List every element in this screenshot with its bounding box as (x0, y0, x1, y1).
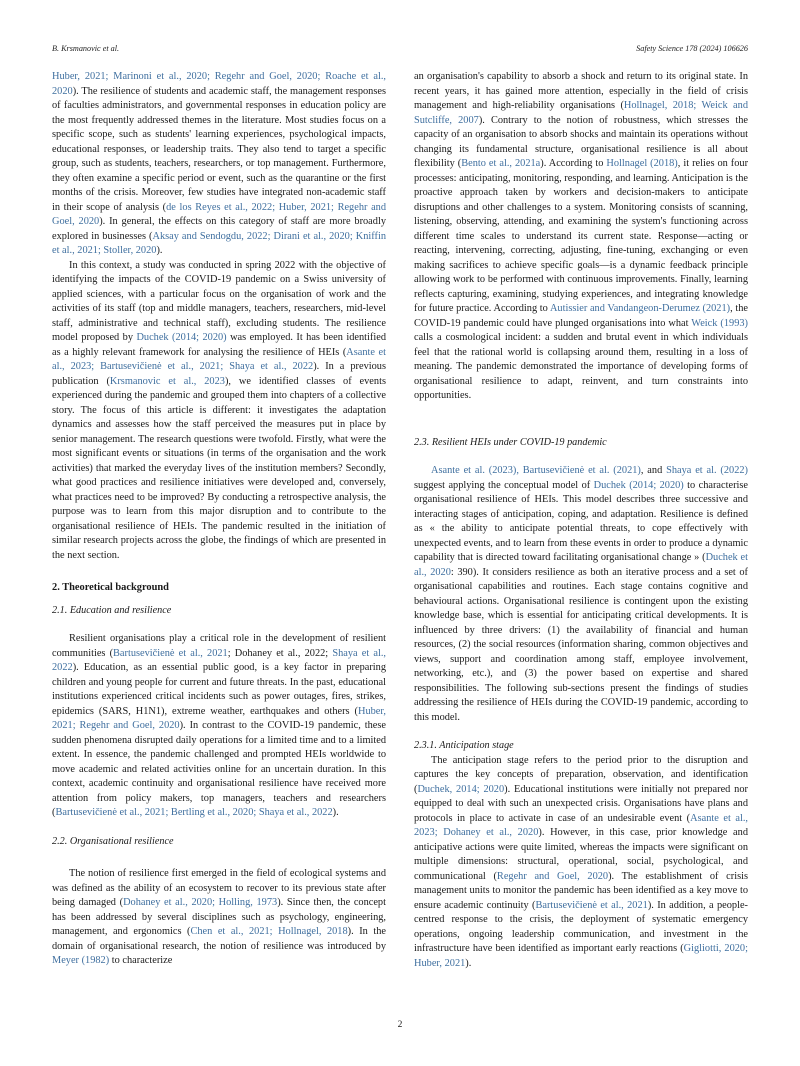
body-text: calls a cosmological incident: a sudden and brutal event in which individuals feel that the rational world is collapsing around them, resulting in a loss of meaning. The pandemic demonstrated the importance of developing forms of organisational resilience to adapt, reinvent, and turn constraints into opportunities. (414, 332, 748, 401)
citation-link[interactable]: Duchek et al., 2020 (414, 552, 748, 578)
body-text: ). (465, 957, 472, 969)
body-text: , the COVID-19 pandemic could have plunged organisations into what (414, 303, 748, 329)
paragraph (414, 754, 748, 972)
body-text: ). (156, 245, 163, 256)
body-text: to characterize (109, 955, 173, 966)
body-text: Resilient organisations play a critical role in the development of resilient communities ( (52, 633, 386, 659)
citation-link[interactable]: Bartusevičienė et al., 2021; Bertling et al., 2020; Shaya et al., 2022 (55, 807, 333, 818)
running-header-authors: B. Krsmanovic et al. (52, 44, 120, 53)
citation-link[interactable]: Duchek, 2014; 2020 (417, 783, 505, 795)
citation-link[interactable]: Duchek (2014; 2020) (593, 479, 684, 491)
citation-link[interactable]: Huber, 2021; Regehr and Goel, 2020 (52, 705, 386, 731)
paragraph (414, 70, 748, 404)
body-text: was employed. It has been identified as a highly relevant framework for analysing the resilience of HEIs ( (52, 332, 386, 358)
page-number: 2 (397, 1020, 403, 1030)
body-text: ). In addition, a people-centred response to the crisis, the deployment of systematic emergency operations, ongoing leadership communication, and investment in the infrastructure have been identified as important early reactions ( (414, 899, 748, 954)
body-text: ), we identified classes of events experienced during the pandemic and grouped them into chapters of a collective story. The focus of this article is different: it investigates the adaptation dynamics and assesses how the staff perceived the measures put in place by senior management. The research questions were twofold. Firstly, what were the most significant events or situations (in terms of the organisation and the work activities) that marked the everyday lives of the institution members? Secondly, what good practices and resilience initiatives were developed and, conversely, what practices need to be improved? By conducting a retrospective analysis, the purpose was to learn from this major disruption and to contribute to the organisational resilience of HEIs. The pandemic resulted in the initiation of similar research projects across the globe, the findings of which are presented in the next section. (52, 375, 386, 561)
subsection-heading: 2.3.1. Anticipation stage (414, 740, 514, 751)
body-text: ). However, in this case, prior knowledge and anticipative actions were quite limited, whereas the impacts were significant on multiple dimensions: structural, operational, social, psychological, and communicational ( (414, 827, 748, 882)
citation-link[interactable]: Duchek (2014; 2020) (136, 332, 227, 343)
paragraph (52, 259, 386, 564)
citation-link[interactable]: Weick (1993) (691, 317, 748, 329)
paragraph (414, 464, 748, 725)
citation-link[interactable]: Krsmanovic et al., 2023 (109, 375, 225, 387)
body-text: ; Dohaney et al., 2022; (227, 647, 333, 659)
citation-link[interactable]: Meyer (1982) (52, 955, 110, 966)
section-heading: 2. Theoretical background (52, 582, 169, 593)
body-text: ). The resilience of students and academic staff, the management responses of faculties administrators, and governmental responses in education policy are the most frequently addressed themes in the literature. Most studies focus on a specific scope, such as students' learning experiences, psychological impacts, educational responses, or leadership traits. They also tend to target a specific group, such as students, teachers, researchers, or top management. Furthermore, they often examine a specific period or event, such as the quarantine or the first months of the crisis. Moreover, few studies have integrated non-academic staff in their scope of analysis ( (52, 85, 386, 213)
citation-link[interactable]: Asante et al., 2023; Bartusevičienė et al., 2021; Shaya et al., 2022 (52, 346, 387, 372)
running-header-journal: Safety Science 178 (2024) 106626 (636, 44, 748, 53)
body-text: The anticipation stage refers to the period prior to the disruption and captures the key concepts of preparation, observation, and identification ( (414, 754, 748, 795)
citation-link[interactable]: Dohaney et al., 2020; Holling, 1973 (123, 897, 278, 908)
body-text: : 390). It considers resilience as both an iterative process and a set of organisational capabilities and routines. Each stage contains cognitive and behavioural actions. Organisational resilience is contingent upon the existing knowledge base, which is essential for anticipating critical developments. It is influenced by three drivers: (1) the availability of financial and human resources, (2) the social resources (information sharing, common objectives and views, support and coordination among staff, employee involvement, networking, etc.), and (3) the power based on expertise and shared responsibilities. The following sub-sections present the findings of studies addressing the resilience of HEIs during the COVID-19 pandemic, according to this model. (414, 566, 748, 723)
citation-link[interactable]: Chen et al., 2021; Hollnagel, 2018 (190, 926, 348, 937)
citation-link[interactable]: de los Reyes et al., 2022; Huber, 2021; Regehr and Goel, 2020 (52, 201, 387, 227)
body-text: ). Since then, the concept has been addressed by several disciplines such as psychology, engineering, management, and ergonomics ( (52, 897, 386, 937)
body-text: to characterise organisational resilience of HEIs. This model describes three successive and interacting stages of anticipation, coping, and adaptation. Resilience is defined as « the ability to anticipate potential threats, to cope effectively with unexpected events, and to learn from these events in order to produce a dynamic capability that is directed toward facilitating organisational change » ( (414, 479, 748, 563)
paragraph (52, 867, 386, 969)
body-text: ). (332, 807, 339, 818)
body-text: , and (640, 465, 667, 476)
citation-link[interactable]: Shaya et al., 2022 (52, 647, 386, 673)
citation-link[interactable]: Bartusevičienė et al., 2021 (535, 899, 648, 911)
citation-link[interactable]: Autissier and Vandangeon-Derumez (2021) (549, 303, 731, 314)
body-text: The notion of resilience first emerged in the field of ecological systems and was defined as the ability of an ecosystem to recover to its previous state after being damaged ( (52, 868, 386, 908)
citation-link[interactable]: Shaya et al. (2022) (666, 465, 748, 476)
citation-link[interactable]: Bento et al., 2021a (461, 158, 541, 169)
subsection-heading: 2.2. Organisational resilience (52, 835, 174, 847)
paragraph (52, 70, 386, 259)
body-text: ). Education, as an essential public good, is a key factor in preparing children and young people for current and future threats. In the past, educational institutions experienced critical incidents such as power outages, fires, strikes, epidemics (SARS, H1N1), extreme weather, earthquakes and others ( (52, 662, 386, 717)
subsection-heading: 2.1. Education and resilience (52, 604, 172, 616)
body-text: In this context, a study was conducted in spring 2022 with the objective of identifying the impacts of the COVID-19 pandemic on a Swiss university of applied sciences, with a particular focus on the organisation of work and the activities of its staff (top and middle managers, teachers, researchers, mid-level staff, administrative and technical staff), excluding students. The resilience model proposed by (52, 259, 386, 343)
left-column (52, 70, 386, 969)
citation-link[interactable]: Asante et al., 2023; Dohaney et al., 2020 (414, 812, 748, 838)
body-text: ). According to (540, 158, 607, 169)
body-text: ). Contrary to the notion of robustness, which stresses the capacity of an organisation to absorb shocks and maintain its operations without changing its fundamental structure, organisational resilience is all about flexibility ( (414, 114, 748, 169)
paragraph (52, 632, 386, 821)
citation-link[interactable]: Hollnagel (2018) (606, 158, 678, 169)
body-text: an organisation's capability to absorb a shock and return to its original state. In recent years, it has gained more attention, especially in the field of crisis management and high-reliability organisations ( (414, 71, 748, 111)
right-column (414, 70, 748, 971)
citation-link[interactable]: Hollnagel, 2018; Weick and Sutcliffe, 2007 (414, 100, 748, 126)
body-text: ). Educational institutions were initially not prepared nor equipped to deal with such an unexpected crisis. Organisations have plans and protocols in place to activate in case of an undesirable event ( (414, 783, 748, 824)
body-text: ). In contrast to the COVID-19 pandemic, these sudden phenomena disrupted daily operations for a limited time and to a limited extent. In essence, the pandemic challenged and prompted HEIs worldwide to move academic and related activities online for an uncertain duration. In this context, academic continuity and organisational resilience have received more attention from policy makers, top managers, teachers and researchers ( (52, 720, 387, 818)
citation-link[interactable]: Gigliotti, 2020; Huber, 2021 (414, 943, 748, 969)
citation-link[interactable]: Huber, 2021; Marinoni et al., 2020; Regehr and Goel, 2020; Roache et al., 2020 (52, 71, 386, 97)
body-text: ). In general, the effects on this category of staff are more broadly explored in businesses ( (52, 216, 386, 242)
body-text: ). In a previous publication ( (52, 361, 386, 387)
body-text: suggest applying the conceptual model of (414, 479, 594, 491)
body-text: ). The establishment of crisis management units to monitor the pandemic has been identified as a key move to ensure academic continuity ( (414, 870, 748, 911)
citation-link[interactable]: Regehr and Goel, 2020 (496, 870, 609, 882)
body-text: , it relies on four processes: anticipating, monitoring, responding, and learning. Anticipation is the proactive approach taken by workers and decision-makers to anticipate disruptions and other challenges to a system. Monitoring consists of scanning, listening, observing, attending, and examining the system's functioning across different time scales to understand its current state. Response—acting or reacting, intervening, correcting, adjusting, fine-tuning, exchanging or even making sacrifices to achieve specific goals—is a dynamic feedback principle allowing work to be performed with continuous improvements. Finally, learning reflects capturing, examining, studying experiences, and integrating knowledge for future practice. According to (414, 158, 749, 314)
citation-link[interactable]: Bartusevičienė et al., 2021 (113, 647, 228, 659)
citation-link[interactable]: Aksay and Sendogdu, 2022; Dirani et al., 2020; Kniffin et al., 2021; Stoller, 2020 (52, 230, 386, 256)
body-text: ). In the domain of organisational research, the notion of resilience was introduced by (52, 926, 386, 952)
subsection-heading: 2.3. Resilient HEIs under COVID-19 pandemic (414, 436, 607, 448)
citation-link[interactable]: Asante et al. (2023), Bartusevičienė et al. (2021) (431, 465, 641, 476)
